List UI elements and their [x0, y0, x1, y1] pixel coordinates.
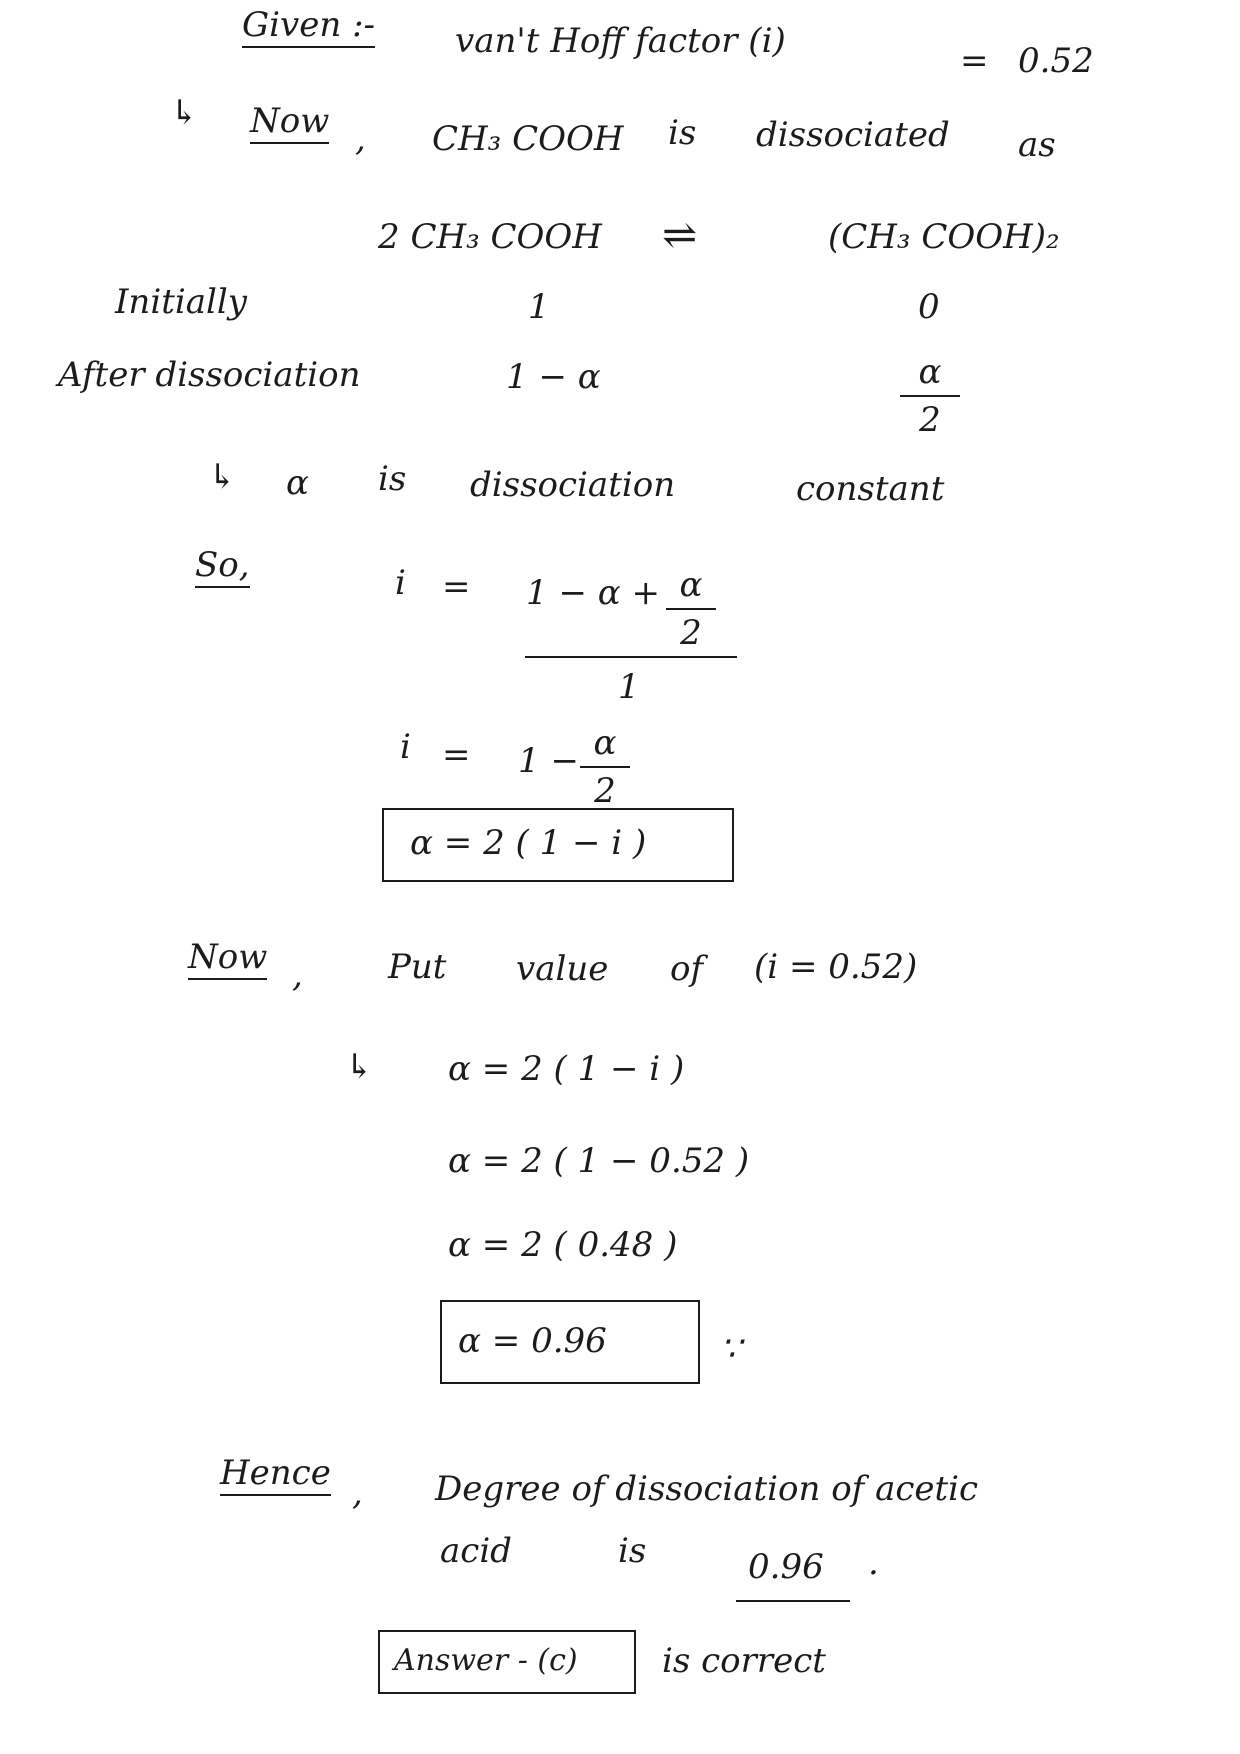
answer-text: Answer - (c)	[394, 1643, 578, 1678]
after-label: After dissociation	[58, 355, 361, 395]
equilibrium-arrow-icon: ⇌	[662, 210, 698, 259]
value-word: value	[516, 949, 609, 989]
as-word: as	[1018, 125, 1056, 165]
arrow-icon: ↳	[170, 93, 199, 133]
initially-label: Initially	[115, 282, 247, 322]
one-minus: 1 −	[518, 741, 579, 781]
i-symbol: i	[395, 563, 406, 603]
comma: ,	[352, 1473, 363, 1513]
reaction-product: (CH₃ COOH)₂	[828, 217, 1060, 257]
answer-rest: is correct	[662, 1641, 826, 1681]
is-word: is	[378, 459, 407, 499]
final-value: 0.96	[748, 1547, 824, 1587]
alpha-symbol: α	[286, 463, 309, 503]
dissociation-word: dissociation	[470, 465, 676, 505]
now-label: Now	[188, 940, 267, 980]
given-label: Given :-	[242, 8, 375, 48]
frac-num: α	[593, 723, 617, 763]
alpha-over-two	[580, 723, 630, 811]
boxed-formula: α = 2 ( 1 − i )	[410, 823, 647, 863]
reaction-reactant: 2 CH₃ COOH	[378, 217, 602, 257]
i-symbol: i	[400, 727, 411, 767]
numerator-fraction-den: 2	[680, 613, 702, 653]
frac-den: 2	[594, 771, 616, 811]
hence-line-1: Degree of dissociation of acetic	[435, 1469, 979, 1509]
fraction-bar	[666, 608, 716, 610]
so-label: So,	[195, 548, 250, 588]
initially-product: 0	[918, 287, 940, 327]
comma: ,	[355, 119, 366, 159]
result: α = 0.96	[458, 1321, 607, 1361]
numerator-fraction-num: α	[679, 565, 703, 605]
equals: =	[442, 567, 471, 607]
dissociated-word: dissociated	[756, 115, 950, 155]
acid-word: acid	[440, 1531, 512, 1571]
numerator-text: 1 − α +	[526, 573, 660, 613]
equals: =	[442, 735, 471, 775]
put-word: Put	[388, 947, 447, 987]
value-underline	[736, 1600, 850, 1602]
given-value: 0.52	[1018, 41, 1094, 81]
given-text: van't Hoff factor (i)	[455, 21, 786, 61]
is-word: is	[668, 113, 697, 153]
substitution-value: (i = 0.52)	[754, 947, 918, 987]
is-word: is	[618, 1531, 647, 1571]
period: .	[868, 1543, 879, 1583]
main-fraction-bar	[525, 656, 737, 658]
initially-reactant: 1	[528, 287, 550, 327]
after-reactant: 1 − α	[506, 357, 601, 397]
given-equals: =	[960, 41, 989, 81]
therefore-mark: ∵	[720, 1329, 742, 1369]
denominator: 1	[618, 667, 640, 707]
step-2: α = 2 ( 1 − 0.52 )	[448, 1141, 750, 1181]
hence-label: Hence	[220, 1456, 331, 1496]
numerator-fraction	[666, 565, 716, 653]
fraction-bar	[900, 395, 960, 397]
after-product-den: 2	[919, 400, 941, 440]
after-product-num: α	[918, 352, 942, 392]
comma: ,	[292, 955, 303, 995]
step-3: α = 2 ( 0.48 )	[448, 1225, 678, 1265]
after-product-fraction	[900, 352, 960, 440]
arrow-icon: ↳	[345, 1047, 374, 1087]
fraction-bar	[580, 766, 630, 768]
constant-word: constant	[796, 469, 945, 509]
arrow-icon: ↳	[208, 457, 237, 497]
step-1: α = 2 ( 1 − i )	[448, 1049, 685, 1089]
now-label: Now	[250, 104, 329, 144]
of-word: of	[670, 949, 704, 989]
compound: CH₃ COOH	[432, 119, 624, 159]
